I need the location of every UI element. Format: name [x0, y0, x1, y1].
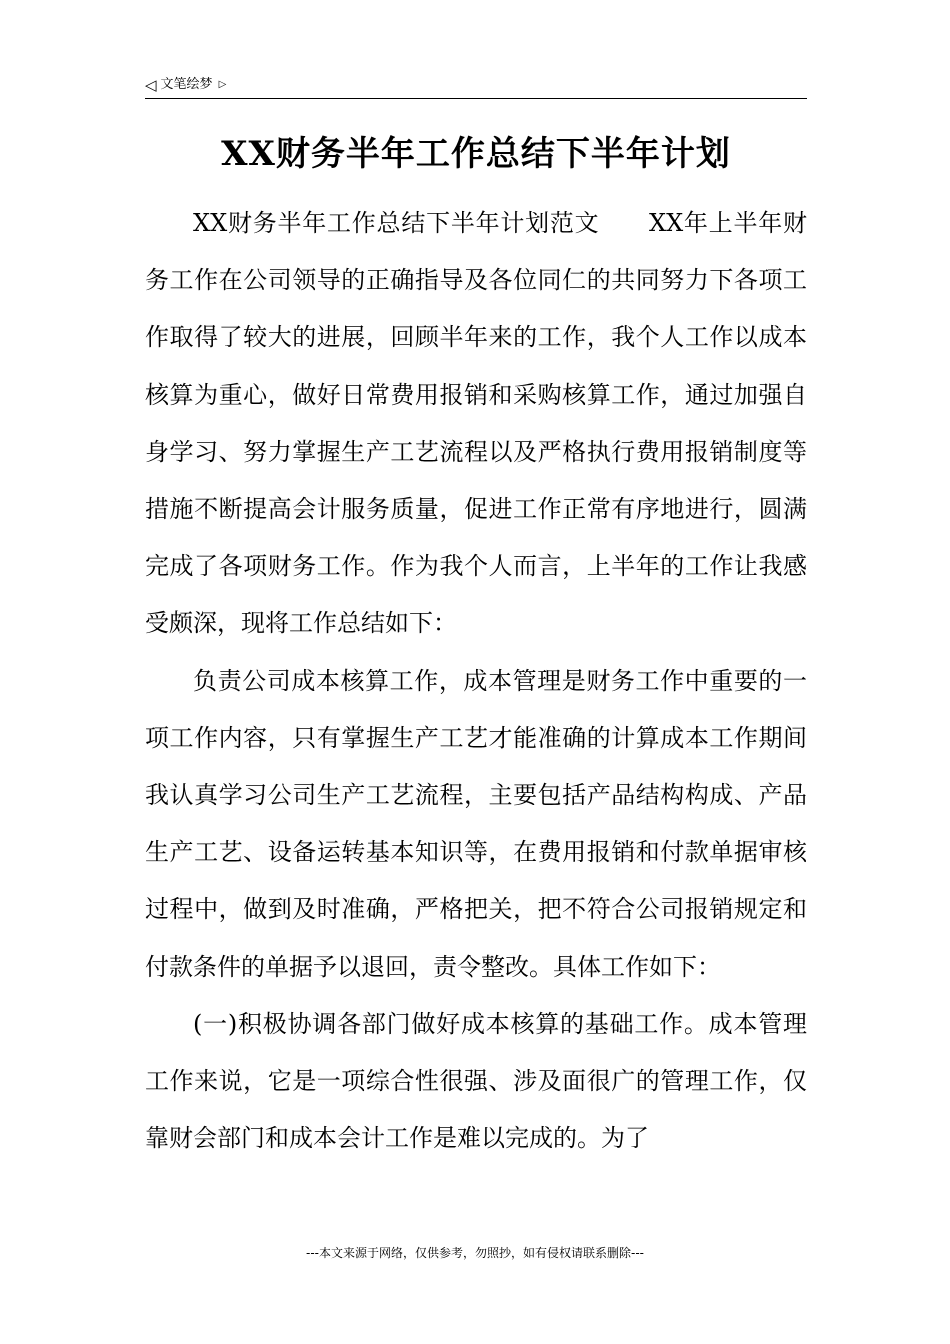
left-triangle-icon: ◁	[145, 76, 157, 94]
document-body	[145, 195, 807, 1167]
header-brand: 文笔绘梦	[160, 77, 213, 92]
right-triangle-icon: ▷	[218, 79, 227, 90]
paragraph-3: (一)积极协调各部门做好成本核算的基础工作。成本管理工作来说，它是一项综合性很强、涉及面很广的管理工作，仅靠财会部门和成本会计工作是难以完成的。为了	[145, 1009, 807, 1153]
footer-notice: ---本文来源于网络，仅供参考，勿照抄，如有侵权请联系删除---	[306, 1246, 644, 1260]
page-header	[145, 72, 807, 99]
document-title: XX财务半年工作总结下半年计划	[221, 134, 731, 174]
paragraph-1: XX财务半年工作总结下半年计划范文 XX年上半年财务工作在公司领导的正确指导及各位同仁的共同努力下各项工作取得了较大的进展，回顾半年来的工作，我个人工作以成本核算为重心，做好日常费用报销和采购核算工作，通过加强自身学习、努力掌握生产工艺流程以及严格执行费用报销制度等措施不断提高会计服务质量，促进工作正常有序地进行，圆满完成了各项财务工作。作为我个人而言，上半年的工作让我感受颇深，现将工作总结如下：	[145, 209, 807, 638]
paragraph-2: 负责公司成本核算工作，成本管理是财务工作中重要的一项工作内容，只有掌握生产工艺才能准确的计算成本工作期间我认真学习公司生产工艺流程，主要包括产品结构构成、产品生产工艺、设备运转基本知识等，在费用报销和付款单据审核过程中，做到及时准确，严格把关，把不符合公司报销规定和付款条件的单据予以退回，责令整改。具体工作如下：	[145, 666, 807, 981]
